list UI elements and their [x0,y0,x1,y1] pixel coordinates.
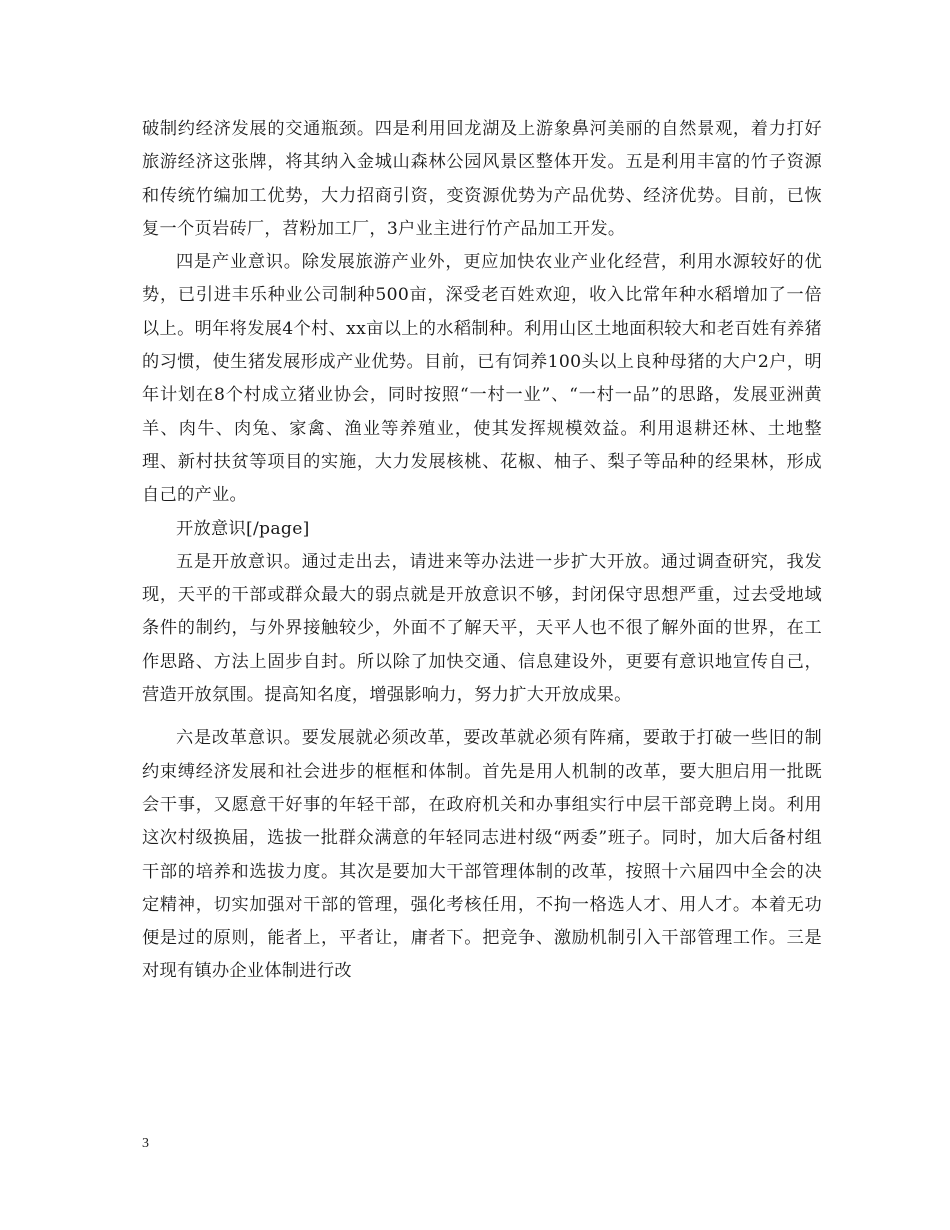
page-number: 3 [142,1136,149,1151]
paragraph-openness-heading: 开放意识[/page] [176,518,310,539]
document-body [142,113,822,989]
paragraph-continuation: 破制约经济发展的交通瓶颈。四是利用回龙湖及上游象鼻河美丽的自然景观，着力打好旅游经济这张牌，将其纳入金城山森林公园风景区整体开发。五是利用丰富的竹子资源和传统竹编加工优势，大力招商引资，变资源优势为产品优势、经济优势。目前，已恢复一个页岩砖厂，苕粉加工厂，3户业主进行竹产品加工开发。 [142,119,822,239]
paragraph-reform-awareness: 六是改革意识。要发展就必须改革，要改革就必须有阵痛，要敢于打破一些旧的制约束缚经济发展和社会进步的框框和体制。首先是用人机制的改革，要大胆启用一批既会干事，又愿意干好事的年轻干部，在政府机关和办事组实行中层干部竞聘上岗。利用这次村级换届，选拔一批群众满意的年轻同志进村级“两委”班子。同时，加大后备村组干部的培养和选拔力度。其次是要加大干部管理体制的改革，按照十六届四中全会的决定精神，切实加强对干部的管理，强化考核任用，不拘一格选人才、用人才。本着无功便是过的原则，能者上，平者让，庸者下。把竞争、激励机制引入干部管理工作。三是对现有镇办企业体制进行改 [142,728,822,982]
paragraph-industry-awareness: 四是产业意识。除发展旅游产业外，更应加快农业产业化经营，利用水源较好的优势，已引进丰乐种业公司制种500亩，深受老百姓欢迎，收入比常年种水稻增加了一倍以上。明年将发展4个村、xx亩以上的水稻制种。利用山区土地面积较大和老百姓有养猪的习惯，使生猪发展形成产业优势。目前，已有饲养100头以上良种母猪的大户2户，明年计划在8个村成立猪业协会，同时按照“一村一业”、“一村一品”的思路，发展亚洲黄羊、肉牛、肉兔、家禽、渔业等养殖业，使其发挥规模效益。利用退耕还林、土地整理、新村扶贫等项目的实施，大力发展核桃、花椒、柚子、梨子等品种的经果林，形成自己的产业。 [142,252,822,506]
paragraph-openness-awareness: 五是开放意识。通过走出去，请进来等办法进一步扩大开放。通过调查研究，我发现，天平的干部或群众最大的弱点就是开放意识不够，封闭保守思想严重，过去受地域条件的制约，与外界接触较少，外面不了解天平，天平人也不很了解外面的世界，在工作思路、方法上固步自封。所以除了加快交通、信息建设外，更要有意识地宣传自己，营造开放氛围。提高知名度，增强影响力，努力扩大开放成果。 [142,551,822,706]
